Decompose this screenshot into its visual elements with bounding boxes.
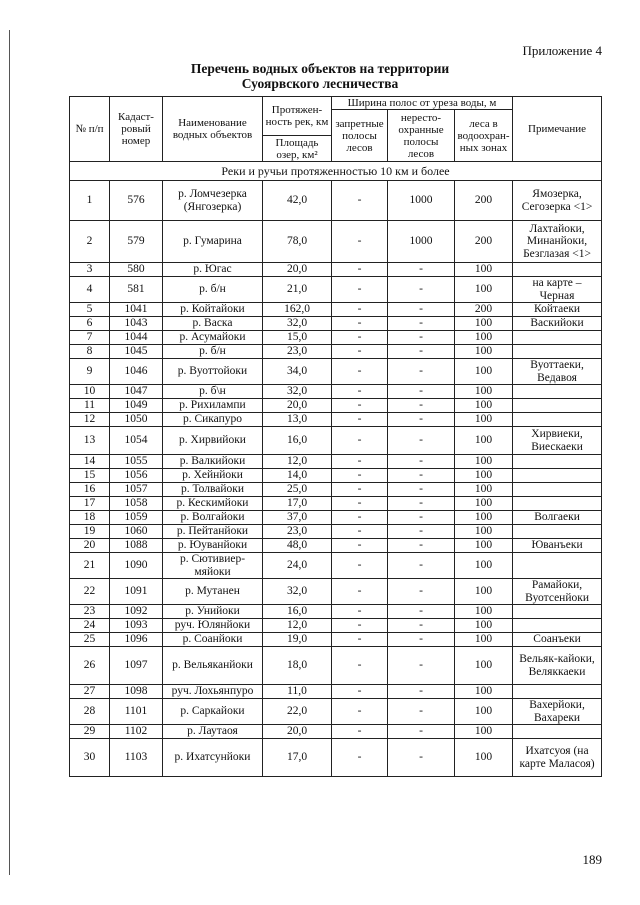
row-prohibited: -	[332, 525, 388, 539]
row-length: 16,0	[263, 605, 332, 619]
row-spawning: -	[388, 359, 455, 385]
row-note	[513, 263, 602, 277]
row-note	[513, 455, 602, 469]
row-prohibited: -	[332, 263, 388, 277]
document-title: Перечень водных объектов на территории	[190, 61, 450, 76]
row-name: р. Унийоки	[163, 605, 263, 619]
row-number: 23	[70, 605, 110, 619]
row-number: 26	[70, 647, 110, 685]
row-water-forest: 100	[455, 483, 513, 497]
row-name: р. Югас	[163, 263, 263, 277]
row-prohibited: -	[332, 303, 388, 317]
table-row	[70, 525, 602, 539]
row-cadastral: 1091	[110, 579, 163, 605]
row-cadastral: 1103	[110, 739, 163, 777]
row-spawning: 1000	[388, 221, 455, 263]
row-name: р. Асумайоки	[163, 331, 263, 345]
row-length: 17,0	[263, 739, 332, 777]
row-name: р. Ломчезерка (Янгозерка)	[163, 181, 263, 221]
row-prohibited: -	[332, 539, 388, 553]
row-spawning: -	[388, 263, 455, 277]
row-water-forest: 100	[455, 345, 513, 359]
row-cadastral: 1055	[110, 455, 163, 469]
row-name: р. Юуванйоки	[163, 539, 263, 553]
row-prohibited: -	[332, 181, 388, 221]
row-note	[513, 525, 602, 539]
row-cadastral: 1097	[110, 647, 163, 685]
row-water-forest: 100	[455, 605, 513, 619]
row-spawning: -	[388, 725, 455, 739]
row-prohibited: -	[332, 725, 388, 739]
row-note	[513, 619, 602, 633]
header-water-forest: леса в водоохран-ных зонах	[455, 110, 513, 162]
row-length: 12,0	[263, 455, 332, 469]
row-water-forest: 100	[455, 647, 513, 685]
row-name: р. Соанйоки	[163, 633, 263, 647]
row-name: р. Сикапуро	[163, 413, 263, 427]
row-cadastral: 1043	[110, 317, 163, 331]
row-water-forest: 100	[455, 525, 513, 539]
row-water-forest: 100	[455, 739, 513, 777]
row-name: руч. Юлянйоки	[163, 619, 263, 633]
row-cadastral: 1057	[110, 483, 163, 497]
row-cadastral: 1088	[110, 539, 163, 553]
row-number: 17	[70, 497, 110, 511]
table-row	[70, 539, 602, 553]
row-name: р. Пейтанйоки	[163, 525, 263, 539]
row-length: 20,0	[263, 399, 332, 413]
row-length: 22,0	[263, 699, 332, 725]
row-note: Ямозерка, Сегозерка <1>	[513, 181, 602, 221]
row-note	[513, 685, 602, 699]
row-length: 23,0	[263, 525, 332, 539]
row-name: р. Рихилампи	[163, 399, 263, 413]
row-spawning: -	[388, 483, 455, 497]
row-number: 27	[70, 685, 110, 699]
row-number: 5	[70, 303, 110, 317]
row-note	[513, 725, 602, 739]
table-row	[70, 469, 602, 483]
row-prohibited: -	[332, 497, 388, 511]
row-spawning: -	[388, 579, 455, 605]
row-prohibited: -	[332, 277, 388, 303]
row-length: 12,0	[263, 619, 332, 633]
row-water-forest: 200	[455, 221, 513, 263]
row-cadastral: 1059	[110, 511, 163, 525]
header-spawning: нересто-охранные полосы лесов	[388, 110, 455, 162]
row-spawning: -	[388, 647, 455, 685]
row-cadastral: 1096	[110, 633, 163, 647]
row-water-forest: 100	[455, 317, 513, 331]
row-number: 10	[70, 385, 110, 399]
table-row	[70, 331, 602, 345]
row-note	[513, 553, 602, 579]
row-prohibited: -	[332, 483, 388, 497]
row-name: р. Васка	[163, 317, 263, 331]
table-row	[70, 647, 602, 685]
row-spawning: -	[388, 317, 455, 331]
row-water-forest: 100	[455, 579, 513, 605]
table-row	[70, 263, 602, 277]
row-number: 25	[70, 633, 110, 647]
row-cadastral: 1050	[110, 413, 163, 427]
row-prohibited: -	[332, 345, 388, 359]
row-cadastral: 1049	[110, 399, 163, 413]
row-prohibited: -	[332, 699, 388, 725]
row-number: 22	[70, 579, 110, 605]
row-water-forest: 200	[455, 303, 513, 317]
row-cadastral: 1093	[110, 619, 163, 633]
row-name: р. Хирвийоки	[163, 427, 263, 455]
row-note	[513, 399, 602, 413]
row-number: 16	[70, 483, 110, 497]
row-number: 18	[70, 511, 110, 525]
row-cadastral: 1045	[110, 345, 163, 359]
row-note: Хирвиеки, Виескаеки	[513, 427, 602, 455]
row-cadastral: 1044	[110, 331, 163, 345]
section-title: Реки и ручьи протяженностью 10 км и более	[70, 162, 602, 181]
row-water-forest: 100	[455, 497, 513, 511]
row-prohibited: -	[332, 685, 388, 699]
row-prohibited: -	[332, 511, 388, 525]
document-subtitle: Суоярвского лесничества	[241, 76, 399, 91]
row-spawning: -	[388, 497, 455, 511]
row-prohibited: -	[332, 385, 388, 399]
table-row	[70, 359, 602, 385]
row-number: 13	[70, 427, 110, 455]
row-name: р. Мутанен	[163, 579, 263, 605]
header-area: Площадь озер, км²	[263, 136, 332, 162]
page-number: 189	[582, 852, 602, 867]
row-water-forest: 100	[455, 511, 513, 525]
row-length: 16,0	[263, 427, 332, 455]
header-name: Наименование водных объектов	[163, 97, 263, 162]
row-name: р. Лаутаоя	[163, 725, 263, 739]
row-length: 48,0	[263, 539, 332, 553]
table-row	[70, 699, 602, 725]
row-name: р. Волгайоки	[163, 511, 263, 525]
row-prohibited: -	[332, 399, 388, 413]
row-spawning: -	[388, 469, 455, 483]
row-cadastral: 1101	[110, 699, 163, 725]
row-spawning: -	[388, 345, 455, 359]
row-name: р. Толвайоки	[163, 483, 263, 497]
table-row	[70, 413, 602, 427]
row-water-forest: 100	[455, 277, 513, 303]
header-length: Протяжен-ность рек, км	[263, 97, 332, 136]
row-note	[513, 345, 602, 359]
row-spawning: -	[388, 427, 455, 455]
row-name: р. б/н	[163, 345, 263, 359]
row-number: 12	[70, 413, 110, 427]
row-note: Вельяк-кайоки, Веляккаеки	[513, 647, 602, 685]
row-water-forest: 100	[455, 633, 513, 647]
row-prohibited: -	[332, 427, 388, 455]
header-width-group: Ширина полос от уреза воды, м	[332, 97, 513, 110]
row-note: на карте – Черная	[513, 277, 602, 303]
row-prohibited: -	[332, 739, 388, 777]
row-spawning: -	[388, 385, 455, 399]
row-spawning: 1000	[388, 181, 455, 221]
row-length: 42,0	[263, 181, 332, 221]
row-name: р. Ихатсунйоки	[163, 739, 263, 777]
row-length: 11,0	[263, 685, 332, 699]
row-cadastral: 579	[110, 221, 163, 263]
row-water-forest: 200	[455, 181, 513, 221]
row-number: 4	[70, 277, 110, 303]
table-row	[70, 427, 602, 455]
table-row	[70, 725, 602, 739]
row-note: Рамайоки, Вуотсенйоки	[513, 579, 602, 605]
row-number: 7	[70, 331, 110, 345]
row-cadastral: 1092	[110, 605, 163, 619]
table-row	[70, 619, 602, 633]
row-water-forest: 100	[455, 455, 513, 469]
row-prohibited: -	[332, 317, 388, 331]
row-number: 21	[70, 553, 110, 579]
row-note: Вуоттаеки, Ведавоя	[513, 359, 602, 385]
row-number: 29	[70, 725, 110, 739]
table-row	[70, 739, 602, 777]
row-length: 20,0	[263, 263, 332, 277]
row-prohibited: -	[332, 359, 388, 385]
row-water-forest: 100	[455, 427, 513, 455]
appendix-label: Приложение 4	[522, 43, 602, 58]
row-cadastral: 1090	[110, 553, 163, 579]
row-note: Васкийоки	[513, 317, 602, 331]
row-prohibited: -	[332, 553, 388, 579]
row-spawning: -	[388, 277, 455, 303]
row-note: Ихатсуоя (на карте Маласоя)	[513, 739, 602, 777]
row-water-forest: 100	[455, 619, 513, 633]
row-cadastral: 1054	[110, 427, 163, 455]
table-row	[70, 633, 602, 647]
row-length: 32,0	[263, 317, 332, 331]
row-cadastral: 1047	[110, 385, 163, 399]
row-length: 15,0	[263, 331, 332, 345]
row-spawning: -	[388, 413, 455, 427]
row-spawning: -	[388, 685, 455, 699]
row-water-forest: 100	[455, 553, 513, 579]
row-spawning: -	[388, 633, 455, 647]
row-cadastral: 1041	[110, 303, 163, 317]
row-water-forest: 100	[455, 699, 513, 725]
row-number: 20	[70, 539, 110, 553]
row-spawning: -	[388, 605, 455, 619]
row-water-forest: 100	[455, 469, 513, 483]
row-spawning: -	[388, 553, 455, 579]
row-cadastral: 1056	[110, 469, 163, 483]
row-name: р. Саркайоки	[163, 699, 263, 725]
row-number: 14	[70, 455, 110, 469]
row-length: 24,0	[263, 553, 332, 579]
row-note	[513, 483, 602, 497]
row-number: 19	[70, 525, 110, 539]
row-water-forest: 100	[455, 399, 513, 413]
row-note	[513, 497, 602, 511]
row-number: 30	[70, 739, 110, 777]
row-length: 18,0	[263, 647, 332, 685]
row-cadastral: 1058	[110, 497, 163, 511]
row-number: 11	[70, 399, 110, 413]
row-name: р. б/н	[163, 277, 263, 303]
row-note: Юванъеки	[513, 539, 602, 553]
row-spawning: -	[388, 399, 455, 413]
row-length: 34,0	[263, 359, 332, 385]
row-note	[513, 331, 602, 345]
row-length: 14,0	[263, 469, 332, 483]
row-prohibited: -	[332, 633, 388, 647]
row-length: 32,0	[263, 385, 332, 399]
row-prohibited: -	[332, 455, 388, 469]
row-cadastral: 1102	[110, 725, 163, 739]
row-water-forest: 100	[455, 725, 513, 739]
table-row	[70, 303, 602, 317]
row-spawning: -	[388, 331, 455, 345]
row-spawning: -	[388, 455, 455, 469]
row-number: 3	[70, 263, 110, 277]
row-prohibited: -	[332, 647, 388, 685]
row-note: Соанъеки	[513, 633, 602, 647]
row-length: 162,0	[263, 303, 332, 317]
table-row	[70, 497, 602, 511]
row-length: 23,0	[263, 345, 332, 359]
row-spawning: -	[388, 699, 455, 725]
row-note: Вахерйоки, Вахареки	[513, 699, 602, 725]
row-length: 32,0	[263, 579, 332, 605]
row-name: р. Вельяканйоки	[163, 647, 263, 685]
row-prohibited: -	[332, 605, 388, 619]
row-length: 20,0	[263, 725, 332, 739]
row-length: 19,0	[263, 633, 332, 647]
row-cadastral: 581	[110, 277, 163, 303]
row-water-forest: 100	[455, 413, 513, 427]
header-cadastral: Кадаст-ровый номер	[110, 97, 163, 162]
header-note: Примечание	[513, 97, 602, 162]
table-row	[70, 455, 602, 469]
row-note	[513, 469, 602, 483]
table-row	[70, 399, 602, 413]
row-number: 6	[70, 317, 110, 331]
row-length: 21,0	[263, 277, 332, 303]
row-cadastral: 1060	[110, 525, 163, 539]
row-length: 13,0	[263, 413, 332, 427]
row-spawning: -	[388, 511, 455, 525]
row-note: Волгаеки	[513, 511, 602, 525]
row-name: р. Хейнйоки	[163, 469, 263, 483]
header-prohibited: запретные полосы лесов	[332, 110, 388, 162]
row-spawning: -	[388, 739, 455, 777]
row-number: 9	[70, 359, 110, 385]
table-row	[70, 385, 602, 399]
table-row	[70, 685, 602, 699]
table-row	[70, 553, 602, 579]
row-spawning: -	[388, 539, 455, 553]
row-prohibited: -	[332, 579, 388, 605]
row-prohibited: -	[332, 469, 388, 483]
row-prohibited: -	[332, 331, 388, 345]
row-prohibited: -	[332, 221, 388, 263]
row-spawning: -	[388, 303, 455, 317]
row-length: 78,0	[263, 221, 332, 263]
table-row	[70, 181, 602, 221]
row-length: 25,0	[263, 483, 332, 497]
row-note	[513, 413, 602, 427]
row-number: 8	[70, 345, 110, 359]
binding-edge	[9, 30, 10, 875]
row-prohibited: -	[332, 619, 388, 633]
table-row	[70, 483, 602, 497]
row-name: р. Валкийоки	[163, 455, 263, 469]
row-name: руч. Лохьянпуро	[163, 685, 263, 699]
row-cadastral: 576	[110, 181, 163, 221]
row-note	[513, 605, 602, 619]
row-note: Койтаеки	[513, 303, 602, 317]
table-row	[70, 579, 602, 605]
row-spawning: -	[388, 619, 455, 633]
row-note: Лахтайоки, Минанйоки, Безглазая <1>	[513, 221, 602, 263]
row-water-forest: 100	[455, 539, 513, 553]
row-water-forest: 100	[455, 263, 513, 277]
table-row	[70, 317, 602, 331]
row-name: р. Койтайоки	[163, 303, 263, 317]
row-spawning: -	[388, 525, 455, 539]
row-number: 28	[70, 699, 110, 725]
row-number: 1	[70, 181, 110, 221]
row-number: 2	[70, 221, 110, 263]
row-water-forest: 100	[455, 685, 513, 699]
table-row	[70, 345, 602, 359]
table-row	[70, 511, 602, 525]
row-length: 17,0	[263, 497, 332, 511]
table-row	[70, 277, 602, 303]
table-row	[70, 221, 602, 263]
row-cadastral: 580	[110, 263, 163, 277]
row-name: р. Сютивиер-мяйоки	[163, 553, 263, 579]
water-bodies-table	[69, 96, 602, 777]
row-cadastral: 1046	[110, 359, 163, 385]
row-number: 24	[70, 619, 110, 633]
row-water-forest: 100	[455, 385, 513, 399]
row-note	[513, 385, 602, 399]
row-water-forest: 100	[455, 359, 513, 385]
row-length: 37,0	[263, 511, 332, 525]
row-cadastral: 1098	[110, 685, 163, 699]
row-name: р. Кескимйоки	[163, 497, 263, 511]
row-name: р. Вуоттойоки	[163, 359, 263, 385]
row-number: 15	[70, 469, 110, 483]
row-name: р. Гумарина	[163, 221, 263, 263]
header-num: № п/п	[70, 97, 110, 162]
row-prohibited: -	[332, 413, 388, 427]
row-water-forest: 100	[455, 331, 513, 345]
row-name: р. б\н	[163, 385, 263, 399]
table-row	[70, 605, 602, 619]
